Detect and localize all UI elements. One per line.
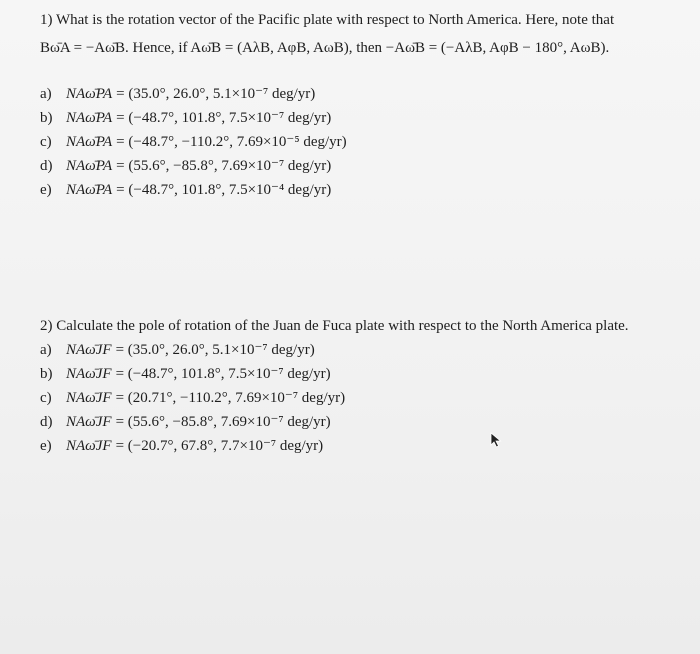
question-2-option-d[interactable] [40, 412, 660, 436]
option-value: = (20.71°, −110.2°, 7.69×10⁻⁷ deg/yr) [115, 390, 346, 406]
option-symbol: NAω̄JF [66, 438, 112, 454]
option-symbol: NAω̄JF [66, 342, 112, 358]
option-letter: b) [40, 366, 53, 382]
option-letter: c) [40, 134, 52, 150]
option-symbol: NAω̄PA [66, 158, 113, 174]
question-2-option-a[interactable] [40, 340, 660, 364]
question-1-relation: Bω̄A = −Aω̄B. Hence, if Aω̄B = (AλB, AφB, AωB), then −Aω̄B = (−AλB, AφB − 180°, AωB). [40, 40, 610, 56]
option-letter: e) [40, 182, 52, 198]
option-letter: c) [40, 390, 52, 406]
option-value: = (35.0°, 26.0°, 5.1×10⁻⁷ deg/yr) [115, 342, 315, 358]
option-letter: a) [40, 342, 52, 358]
option-symbol: NAω̄PA [66, 110, 113, 126]
question-2-options [40, 340, 660, 460]
option-value: = (55.6°, −85.8°, 7.69×10⁻⁷ deg/yr) [116, 158, 332, 174]
option-value: = (−20.7°, 67.8°, 7.7×10⁻⁷ deg/yr) [115, 438, 324, 454]
question-1-option-a[interactable] [40, 84, 660, 108]
option-letter: a) [40, 86, 52, 102]
question-2-option-e[interactable] [40, 436, 660, 460]
question-1-text: 1) What is the rotation vector of the Pacific plate with respect to North America. Here, note that [40, 12, 615, 28]
option-symbol: NAω̄PA [66, 182, 113, 198]
question-2-option-c[interactable] [40, 388, 660, 412]
option-value: = (−48.7°, 101.8°, 7.5×10⁻⁷ deg/yr) [115, 366, 331, 382]
option-symbol: NAω̄PA [66, 134, 113, 150]
option-symbol: NAω̄JF [66, 390, 112, 406]
option-value: = (−48.7°, −110.2°, 7.69×10⁻⁵ deg/yr) [116, 134, 347, 150]
question-1-option-d[interactable] [40, 156, 660, 180]
option-value: = (55.6°, −85.8°, 7.69×10⁻⁷ deg/yr) [115, 414, 331, 430]
option-value: = (−48.7°, 101.8°, 7.5×10⁻⁴ deg/yr) [116, 182, 332, 198]
question-2-text: 2) Calculate the pole of rotation of the Juan de Fuca plate with respect to the North America plate. [40, 318, 629, 334]
question-2-option-b[interactable] [40, 364, 660, 388]
question-1 [40, 10, 660, 204]
question-2 [40, 316, 660, 460]
question-1-option-b[interactable] [40, 108, 660, 132]
option-letter: e) [40, 438, 52, 454]
question-1-option-c[interactable] [40, 132, 660, 156]
option-letter: b) [40, 110, 53, 126]
option-letter: d) [40, 158, 53, 174]
option-value: = (−48.7°, 101.8°, 7.5×10⁻⁷ deg/yr) [116, 110, 332, 126]
option-symbol: NAω̄JF [66, 414, 112, 430]
option-symbol: NAω̄PA [66, 86, 113, 102]
question-1-options [40, 84, 660, 204]
option-letter: d) [40, 414, 53, 430]
question-1-option-e[interactable] [40, 180, 660, 204]
option-value: = (35.0°, 26.0°, 5.1×10⁻⁷ deg/yr) [116, 86, 316, 102]
option-symbol: NAω̄JF [66, 366, 112, 382]
